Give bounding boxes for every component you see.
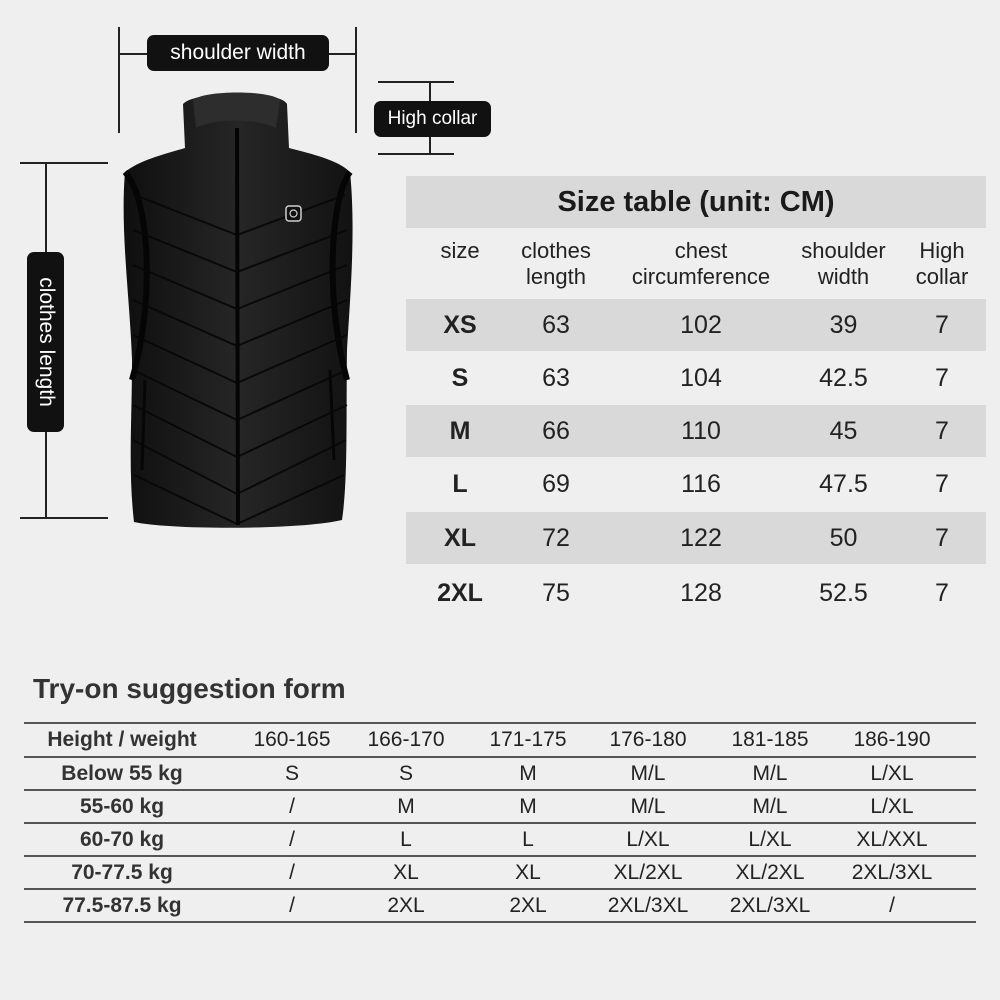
suggestion-cell: / bbox=[289, 794, 295, 818]
height-range: 181-185 bbox=[731, 727, 809, 751]
weight-label: Below 55 kg bbox=[61, 761, 183, 785]
suggestion-cell: 2XL bbox=[509, 893, 547, 917]
size-row-s bbox=[406, 352, 986, 404]
tryon-row bbox=[24, 789, 976, 824]
height-range: 176-180 bbox=[609, 727, 687, 751]
header-size bbox=[420, 238, 500, 264]
header-high-collar bbox=[903, 238, 981, 290]
shoulder-cell: 47.5 bbox=[819, 469, 868, 498]
suggestion-cell: M bbox=[519, 761, 537, 785]
header-clothes-length bbox=[506, 238, 606, 290]
suggestion-cell: M/L bbox=[752, 761, 788, 785]
suggestion-cell: S bbox=[284, 761, 299, 785]
suggestion-cell: 2XL/3XL bbox=[607, 893, 689, 917]
shoulder-cell: 50 bbox=[829, 523, 858, 552]
length-cell: 69 bbox=[542, 469, 570, 498]
collar-cell: 7 bbox=[935, 310, 949, 339]
height-range: 166-170 bbox=[367, 727, 445, 751]
shoulder-cell: 42.5 bbox=[819, 363, 868, 392]
size-row-xl bbox=[406, 512, 986, 564]
height-range: 160-165 bbox=[253, 727, 331, 751]
length-cell: 66 bbox=[542, 416, 570, 445]
high-collar-label: High collar bbox=[374, 101, 491, 137]
suggestion-cell: 2XL/3XL bbox=[851, 860, 933, 884]
tryon-bottom-rule bbox=[24, 921, 976, 923]
weight-label: 77.5-87.5 kg bbox=[62, 893, 182, 917]
suggestion-cell: L/XL bbox=[870, 794, 914, 818]
suggestion-cell: XL/2XL bbox=[735, 860, 805, 884]
chest-cell: 122 bbox=[680, 523, 722, 552]
size-cell: M bbox=[449, 416, 471, 445]
size-cell: L bbox=[452, 469, 468, 498]
header-size-line1: size bbox=[440, 238, 480, 263]
tryon-header-label: Height / weight bbox=[47, 727, 197, 751]
suggestion-cell: M bbox=[397, 794, 415, 818]
tryon-title: Try-on suggestion form bbox=[33, 673, 346, 704]
size-cell: 2XL bbox=[437, 578, 483, 607]
collar-cell: 7 bbox=[935, 523, 949, 552]
chest-cell: 104 bbox=[680, 363, 722, 392]
size-cell: S bbox=[451, 363, 469, 392]
suggestion-cell: XL/2XL bbox=[613, 860, 683, 884]
power-button-icon bbox=[286, 206, 301, 221]
shoulder-cell: 39 bbox=[829, 310, 858, 339]
shoulder-cell: 45 bbox=[829, 416, 858, 445]
shoulder-width-label: shoulder width bbox=[147, 35, 329, 71]
suggestion-cell: M/L bbox=[630, 761, 666, 785]
suggestion-cell: L/XL bbox=[748, 827, 792, 851]
suggestion-cell: M bbox=[519, 794, 537, 818]
shoulder-cell: 52.5 bbox=[819, 578, 868, 607]
size-cell: XL bbox=[444, 523, 476, 552]
header-collar-line2: collar bbox=[915, 264, 969, 289]
height-range: 171-175 bbox=[489, 727, 567, 751]
chest-cell: 102 bbox=[680, 310, 722, 339]
clothes-length-label-box bbox=[27, 252, 64, 432]
length-cell: 72 bbox=[542, 523, 570, 552]
height-range: 186-190 bbox=[853, 727, 931, 751]
tryon-row bbox=[24, 888, 976, 923]
collar-cell: 7 bbox=[935, 578, 949, 607]
header-shoulder-line1: shoulder bbox=[801, 238, 886, 263]
header-chest-line2: circumference bbox=[631, 264, 771, 289]
tryon-row bbox=[24, 756, 976, 791]
length-cell: 75 bbox=[542, 578, 570, 607]
header-clothes-length-line2: length bbox=[526, 264, 586, 289]
suggestion-cell: M/L bbox=[752, 794, 788, 818]
length-cell: 63 bbox=[542, 363, 570, 392]
weight-label: 60-70 kg bbox=[79, 827, 165, 851]
suggestion-cell: XL bbox=[515, 860, 541, 884]
size-row-2xl bbox=[406, 567, 986, 619]
suggestion-cell: / bbox=[889, 893, 895, 917]
collar-cell: 7 bbox=[935, 469, 949, 498]
weight-label: 55-60 kg bbox=[79, 794, 165, 818]
suggestion-cell: 2XL bbox=[387, 893, 425, 917]
collar-cell: 7 bbox=[935, 363, 949, 392]
size-row-xs bbox=[406, 299, 986, 351]
size-row-m bbox=[406, 405, 986, 457]
tryon-row bbox=[24, 855, 976, 890]
chest-cell: 110 bbox=[681, 416, 721, 445]
header-collar-line1: High bbox=[919, 238, 965, 263]
length-cell: 63 bbox=[542, 310, 570, 339]
chest-cell: 128 bbox=[680, 578, 722, 607]
suggestion-cell: L/XL bbox=[626, 827, 670, 851]
suggestion-cell: XL/XXL bbox=[856, 827, 928, 851]
tryon-row bbox=[24, 822, 976, 857]
size-table-header bbox=[406, 236, 986, 296]
header-shoulder-line2: width bbox=[817, 264, 870, 289]
vest-body bbox=[124, 93, 353, 528]
size-row-l bbox=[406, 458, 986, 510]
header-clothes-length-line1: clothes bbox=[521, 238, 591, 263]
size-cell: XS bbox=[443, 310, 477, 339]
suggestion-cell: 2XL/3XL bbox=[729, 893, 811, 917]
chest-cell: 116 bbox=[681, 469, 721, 498]
suggestion-cell: L/XL bbox=[870, 761, 914, 785]
header-chest-circumference bbox=[616, 238, 786, 290]
suggestion-cell: S bbox=[398, 761, 413, 785]
size-table-title: Size table (unit: CM) bbox=[406, 176, 986, 228]
suggestion-cell: XL bbox=[393, 860, 419, 884]
clothes-length-label: clothes length bbox=[34, 277, 58, 407]
header-chest-line1: chest bbox=[674, 238, 728, 263]
suggestion-cell: L bbox=[522, 827, 534, 851]
tryon-header-row bbox=[24, 722, 976, 757]
weight-label: 70-77.5 kg bbox=[71, 860, 173, 884]
suggestion-cell: / bbox=[289, 893, 295, 917]
suggestion-cell: L bbox=[400, 827, 412, 851]
suggestion-cell: / bbox=[289, 860, 295, 884]
header-shoulder-width bbox=[791, 238, 896, 290]
collar-cell: 7 bbox=[935, 416, 949, 445]
suggestion-cell: M/L bbox=[630, 794, 666, 818]
suggestion-cell: / bbox=[289, 827, 295, 851]
